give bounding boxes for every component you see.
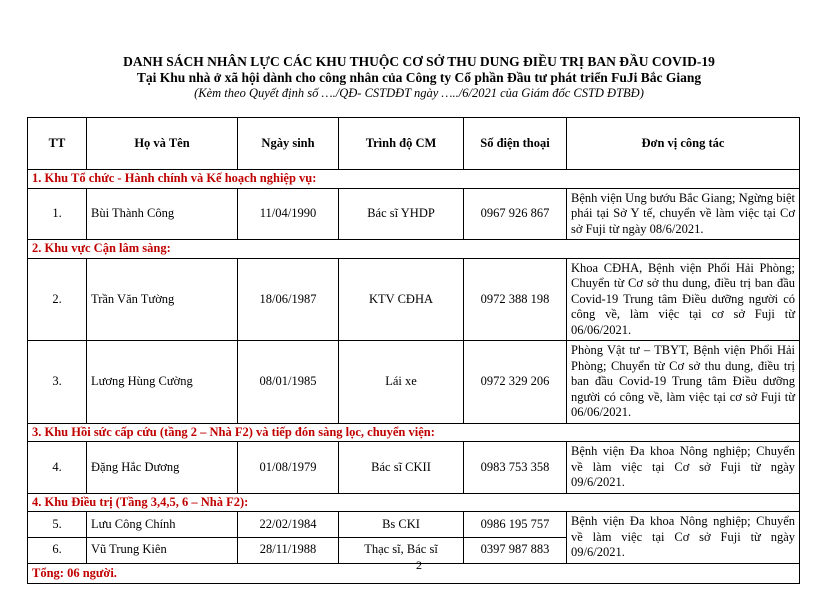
section-title: 1. Khu Tổ chức - Hành chính và Kế hoạch nghiệp vụ:: [28, 170, 800, 189]
cell-phone: 0972 329 206: [464, 341, 567, 424]
cell-name: Trần Văn Tường: [87, 258, 238, 341]
cell-phone: 0983 753 358: [464, 442, 567, 494]
cell-unit: Bệnh viện Ung bướu Bắc Giang; Ngừng biệt phái tại Sở Y tế, chuyển về làm việc tại Cơ sở Fuji từ ngày 08/6/2021.: [567, 188, 800, 240]
cell-dob: 01/08/1979: [238, 442, 339, 494]
cell-unit: Khoa CĐHA, Bệnh viện Phổi Hải Phòng; Chuyển từ Cơ sở thu dung, điều trị ban đầu Covid-19 Trung tâm Điều dưỡng người có công về, làm việc tại cơ sở Fuji từ 06/06/2021.: [567, 258, 800, 341]
col-header-tt: TT: [28, 118, 87, 170]
staff-table: [27, 117, 800, 584]
cell-tt: 3.: [28, 341, 87, 424]
table-row: [28, 341, 800, 424]
cell-phone: 0972 388 198: [464, 258, 567, 341]
col-header-dob: Ngày sinh: [238, 118, 339, 170]
cell-qualification: Bác sĩ CKII: [339, 442, 464, 494]
cell-name: Lưu Công Chính: [87, 512, 238, 538]
document-subtitle: Tại Khu nhà ở xã hội dành cho công nhân của Công ty Cổ phần Đầu tư phát triển FuJi Bắc Giang: [136, 70, 702, 85]
section-row: [28, 423, 800, 442]
document-title: DANH SÁCH NHÂN LỰC CÁC KHU THUỘC CƠ SỞ THU DUNG ĐIỀU TRỊ BAN ĐẦU COVID-19: [123, 54, 715, 69]
cell-unit: Bệnh viện Đa khoa Nông nghiệp; Chuyển về làm việc tại Cơ sở Fuji từ ngày 09/6/2021.: [567, 512, 800, 564]
cell-qualification: KTV CĐHA: [339, 258, 464, 341]
section-row: [28, 493, 800, 512]
cell-name: Vũ Trung Kiên: [87, 537, 238, 563]
cell-phone: 0967 926 867: [464, 188, 567, 240]
cell-tt: 1.: [28, 188, 87, 240]
section-title: 3. Khu Hồi sức cấp cứu (tầng 2 – Nhà F2) và tiếp đón sàng lọc, chuyển viện:: [28, 423, 800, 442]
col-header-unit: Đơn vị công tác: [567, 118, 800, 170]
col-header-qualification: Trình độ CM: [339, 118, 464, 170]
section-row: [28, 170, 800, 189]
cell-phone: 0397 987 883: [464, 537, 567, 563]
page-number: 2: [416, 558, 422, 572]
cell-dob: 22/02/1984: [238, 512, 339, 538]
cell-dob: 18/06/1987: [238, 258, 339, 341]
cell-dob: 08/01/1985: [238, 341, 339, 424]
cell-dob: 11/04/1990: [238, 188, 339, 240]
cell-qualification: Bác sĩ YHDP: [339, 188, 464, 240]
col-header-phone: Số điện thoại: [464, 118, 567, 170]
cell-name: Đặng Hắc Dương: [87, 442, 238, 494]
cell-tt: 2.: [28, 258, 87, 341]
cell-dob: 28/11/1988: [238, 537, 339, 563]
col-header-name: Họ và Tên: [87, 118, 238, 170]
table-header-row: [28, 118, 800, 170]
cell-name: Lương Hùng Cường: [87, 341, 238, 424]
cell-qualification: Bs CKI: [339, 512, 464, 538]
table-row: [28, 188, 800, 240]
cell-unit: Bệnh viện Đa khoa Nông nghiệp; Chuyển về làm việc tại Cơ sở Fuji từ ngày 09/6/2021.: [567, 442, 800, 494]
document-note: (Kèm theo Quyết định số …./QĐ- CSTDĐT ngày …../6/2021 của Giám đốc CSTD ĐTBĐ): [194, 86, 644, 100]
total-label: Tổng: 06 người.: [28, 563, 800, 584]
cell-phone: 0986 195 757: [464, 512, 567, 538]
section-title: 4. Khu Điều trị (Tầng 3,4,5, 6 – Nhà F2):: [28, 493, 800, 512]
cell-unit: Phòng Vật tư – TBYT, Bệnh viện Phổi Hải Phòng; Chuyển từ Cơ sở thu dung, điều trị ban đầu Covid-19 Trung tâm Điều dưỡng người có công về, làm việc tại cơ sở Fuji từ 06/06/2021.: [567, 341, 800, 424]
cell-qualification: Lái xe: [339, 341, 464, 424]
table-row: [28, 512, 800, 538]
cell-tt: 4.: [28, 442, 87, 494]
table-row: [28, 442, 800, 494]
cell-tt: 6.: [28, 537, 87, 563]
section-row: [28, 240, 800, 259]
cell-name: Bùi Thành Công: [87, 188, 238, 240]
table-row: [28, 258, 800, 341]
cell-qualification: Thạc sĩ, Bác sĩ: [339, 537, 464, 563]
cell-tt: 5.: [28, 512, 87, 538]
section-title: 2. Khu vực Cận lâm sàng:: [28, 240, 800, 259]
